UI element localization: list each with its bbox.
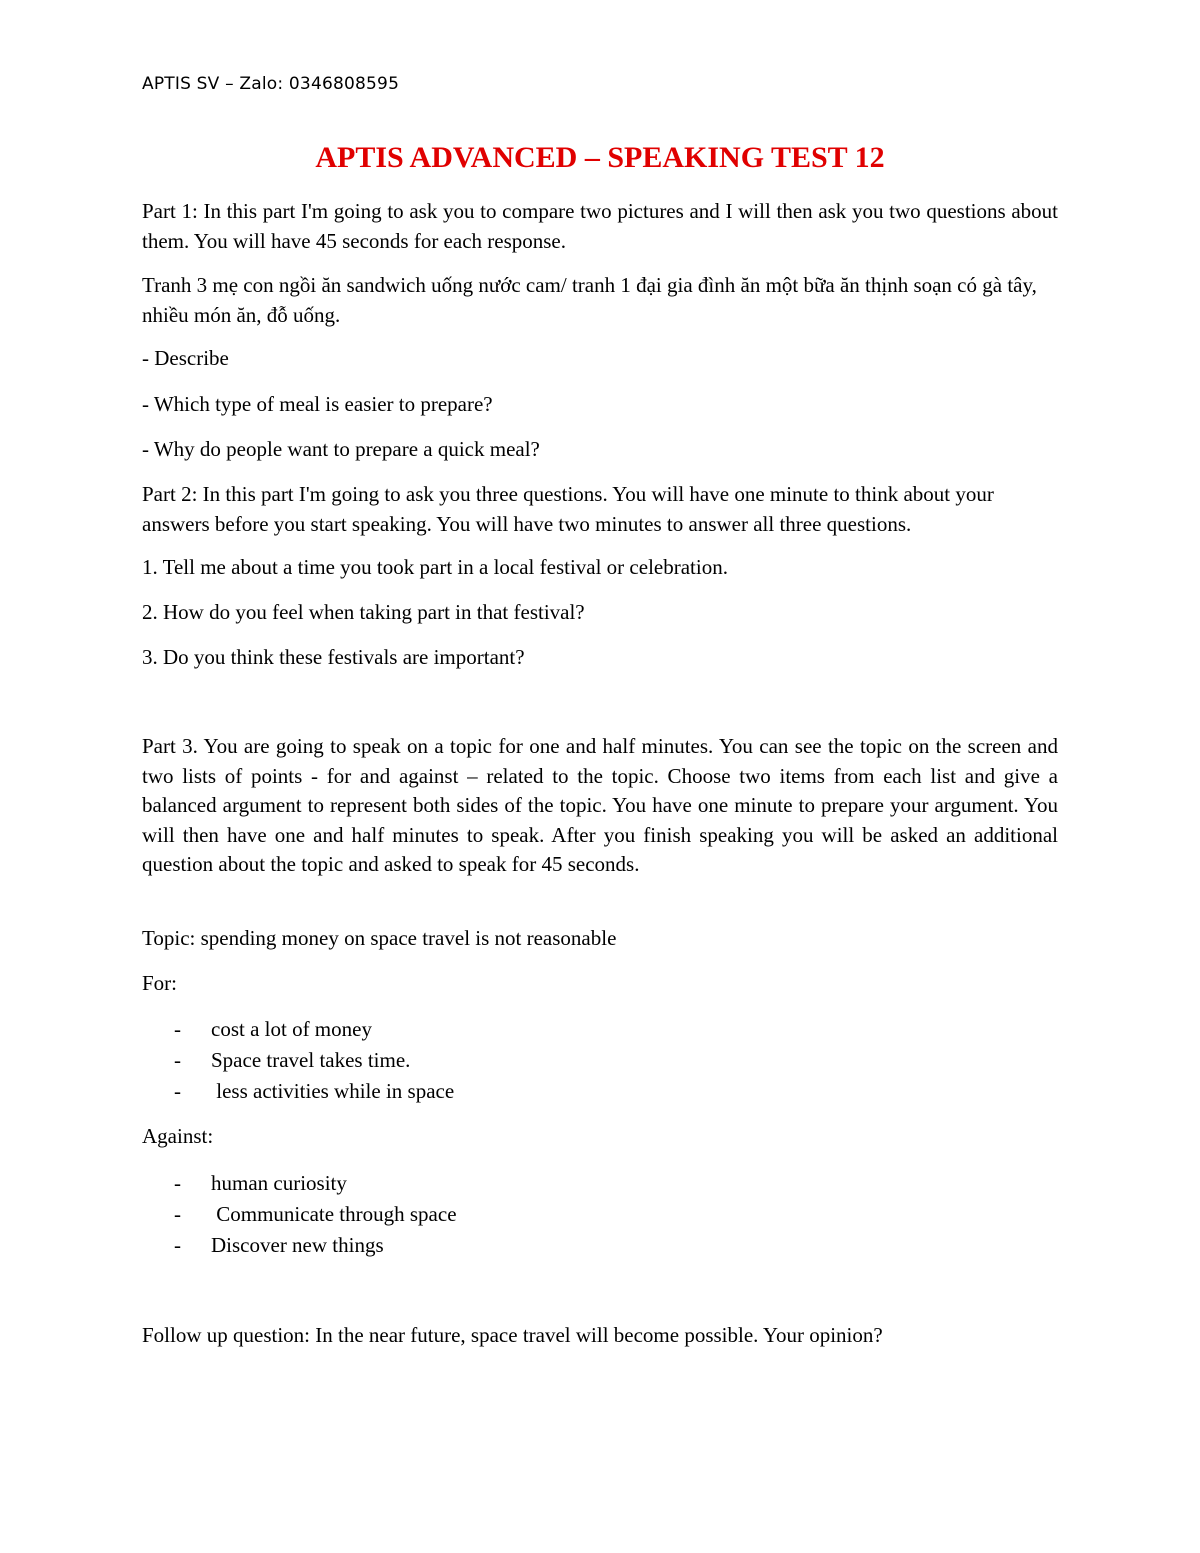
against-item-text: Communicate through space [211,1202,457,1226]
for-item-text: Space travel takes time. [211,1048,411,1072]
follow-up-question: Follow up question: In the near future, space travel will become possible. Your opinion? [142,1323,883,1347]
for-label: For: [142,971,178,995]
against-item-text: human curiosity [211,1171,347,1195]
part2-question-1: 1. Tell me about a time you took part in a local festival or celebration. [142,555,728,579]
against-label: Against: [142,1124,214,1148]
bullet-dash: - [174,1171,181,1195]
bullet-dash: - [174,1017,181,1041]
for-item-text: less activities while in space [211,1079,455,1103]
document-title: APTIS ADVANCED – SPEAKING TEST 12 [315,141,885,174]
for-item-text: cost a lot of money [211,1017,372,1041]
part1-question-2: - Which type of meal is easier to prepare? [142,392,493,416]
page-header: APTIS SV – Zalo: 0346808595 [142,74,400,94]
part1-question-3: - Why do people want to prepare a quick meal? [142,437,540,461]
part2-question-2: 2. How do you feel when taking part in that festival? [142,600,585,624]
part1-question-1: - Describe [142,346,229,370]
part3-intro: Part 3. You are going to speak on a topic for one and half minutes. You can see the topic on the screen and two lists of points - for and against – related to the topic. Choose two items from each list and give a balanced argument to represent both sides of the topic. You have one minute to prepare your argument. You will then have one and half minutes to speak. After you finish speaking you will be asked an additional question about the topic and asked to speak for 45 seconds. [142,734,1058,876]
part3-topic: Topic: spending money on space travel is not reasonable [142,926,617,950]
bullet-dash: - [174,1233,181,1257]
part2-intro: Part 2: In this part I'm going to ask you three questions. You will have one minute to think about your answers before you start speaking. You will have two minutes to answer all three questions. [142,482,994,536]
part1-intro: Part 1: In this part I'm going to ask you to compare two pictures and I will then ask you two questions about them. You will have 45 seconds for each response. [142,199,1058,253]
bullet-dash: - [174,1048,181,1072]
part2-question-3: 3. Do you think these festivals are important? [142,645,525,669]
part1-picture-note: Tranh 3 mẹ con ngồi ăn sandwich uống nước cam/ tranh 1 đại gia đình ăn một bữa ăn thịnh soạn có gà tây, nhiều món ăn, đỗ uống. [142,273,1037,327]
bullet-dash: - [174,1202,181,1226]
bullet-dash: - [174,1079,181,1103]
against-item-text: Discover new things [211,1233,384,1257]
